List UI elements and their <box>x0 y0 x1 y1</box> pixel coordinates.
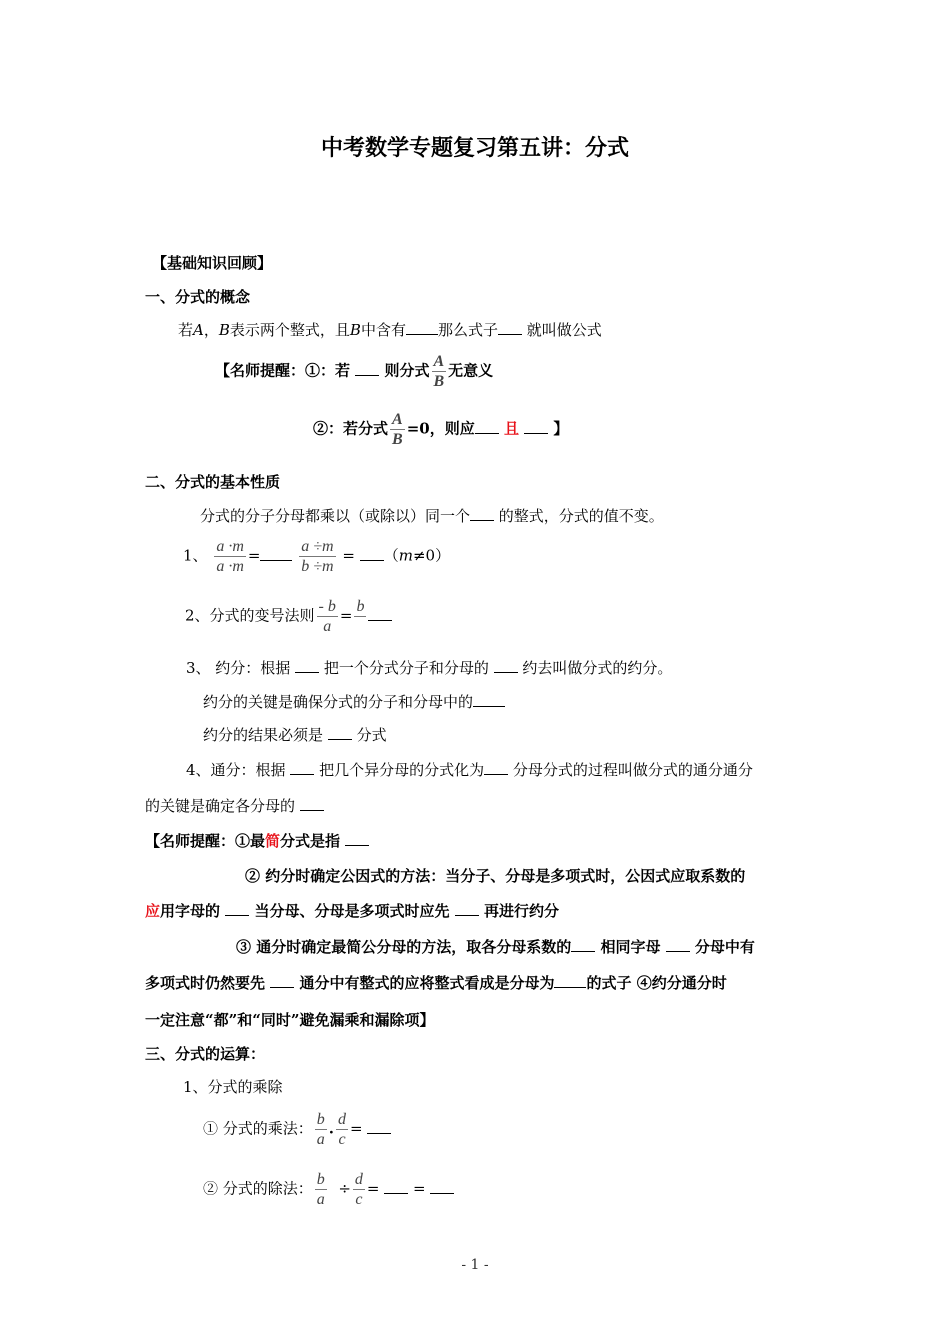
property-formula-1: 1、 $\frac{a \cdot m}{a \cdot m}$ = $\frac{a \div m}{b \div m}$ = （m≠0） <box>183 538 451 575</box>
teacher-tip-5: ③ 通分时确定最简公分母的方法，取各分母系数的 相同字母 分母中有 <box>236 938 755 956</box>
reduction-result: 约分的结果必须是 分式 <box>203 726 387 744</box>
fraction-neg-b-a: $\frac{- b}{a}$ <box>318 598 336 635</box>
heading-operations: 三、分式的运算： <box>145 1045 266 1063</box>
fraction-a-over-b-2: $\frac{A}{B}$ <box>392 411 403 448</box>
definition-line: 若A，B表示两个整式，且B中含有 那么式子 就叫做公式 <box>178 321 602 339</box>
teacher-tip-5-end: 一定注意“都”和“同时”避免漏乘和漏除项】 <box>145 1011 435 1029</box>
teacher-tip-3: 【名师提醒：①最简分式是指 <box>145 830 369 851</box>
division-line: ② 分式的除法： $\frac{b}{a}$ ÷ $\frac{d}{c}$ = = <box>203 1170 454 1209</box>
sign-rule: 2、分式的变号法则 $\frac{- b}{a}$ = b <box>185 597 392 636</box>
property-text: 分式的分子分母都乘以（或除以）同一个 的整式，分式的值不变。 <box>200 507 664 525</box>
heading-concept: 一、分式的概念 <box>145 288 251 306</box>
teacher-tip-4: ② 约分时确定公因式的方法：当分子、分母是多项式时，公因式应取系数的 <box>245 867 746 885</box>
fraction-a-div-m: $\frac{a \div m}{b \div m}$ <box>301 538 334 575</box>
fraction-b: b <box>356 598 365 615</box>
teacher-tip-5-cont: 多项式时仍然要先 通分中有整式的应将整式看成是分母为 的式子 ④约分通分时 <box>145 974 727 992</box>
multiplication-line: ① 分式的乘法： $\frac{b}{a}$ . $\frac{d}{c}$ = <box>203 1110 391 1149</box>
fraction-d-c: $\frac{d}{c}$ <box>338 1111 347 1148</box>
reduction-line: 3、 约分：根据 把一个分式分子和分母的 约去叫做分式的约分。 <box>186 659 673 677</box>
teacher-tip-4-cont: 应用字母的 当分母、分母是多项式时应先 再进行约分 <box>145 902 559 920</box>
sub-mul-div: 1、分式的乘除 <box>183 1078 283 1096</box>
page-number: - 1 - <box>461 1257 489 1273</box>
common-denominator-line: 4、通分：根据 把几个异分母的分式化为 分母分式的过程叫做分式的通分通分 <box>186 761 753 779</box>
fraction-am-am: $\frac{a \cdot m}{a \cdot m}$ <box>216 538 244 575</box>
section-header: 【基础知识回顾】 <box>152 254 273 272</box>
teacher-tip-1: 【名师提醒：①：若 则分式 $\frac{A}{B}$ 无意义 <box>215 353 494 390</box>
reduction-key: 约分的关键是确保分式的分子和分母中的 <box>203 691 505 712</box>
heading-properties: 二、分式的基本性质 <box>145 473 281 491</box>
teacher-tip-2: ②：若分式 $\frac{A}{B}$ =0，则应 且 】 <box>313 411 569 448</box>
fraction-b-a: $\frac{b}{a}$ <box>316 1111 325 1148</box>
page-title: 中考数学专题复习第五讲：分式 <box>320 136 629 161</box>
fraction-b-a-2: $\frac{b}{a}$ <box>316 1171 325 1208</box>
fraction-d-c-2: $\frac{d}{c}$ <box>354 1171 363 1208</box>
common-denominator-key: 的关键是确定各分母的 <box>145 795 324 816</box>
fraction-a-over-b: $\frac{A}{B}$ <box>433 353 445 390</box>
